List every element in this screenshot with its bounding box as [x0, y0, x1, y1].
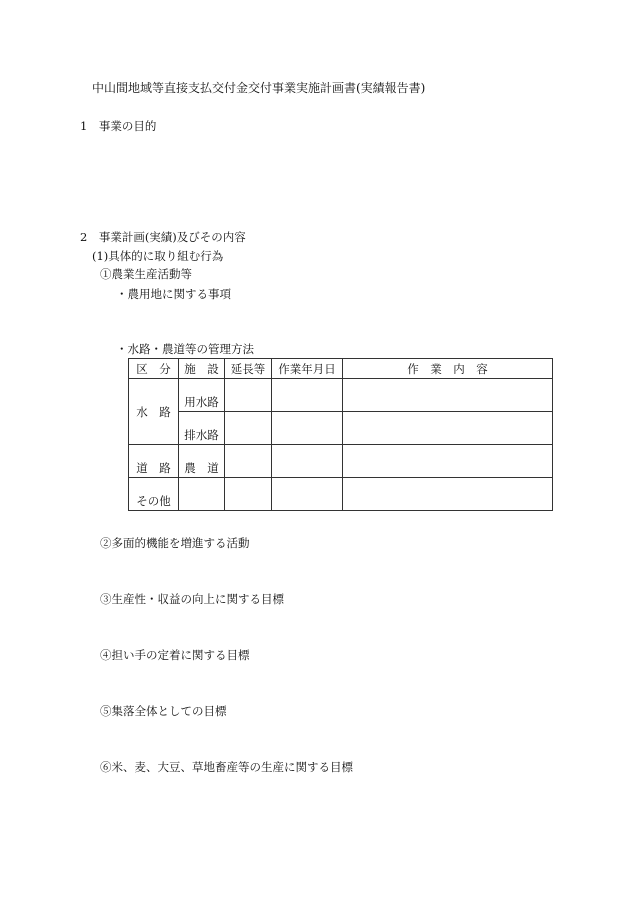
cell-empty	[225, 478, 272, 511]
item-5-heading: ⑤集落全体としての目標	[100, 704, 227, 718]
cell-empty	[272, 379, 343, 412]
header-facility: 施 設	[179, 359, 225, 379]
cell-empty	[225, 445, 272, 478]
cell-empty	[272, 412, 343, 445]
management-table	[128, 358, 553, 511]
cell-empty	[343, 445, 553, 478]
table-header-row	[129, 359, 553, 379]
bullet-farmland: ・農用地に関する事項	[116, 287, 231, 301]
cell-road-category	[129, 445, 179, 478]
bullet-waterway-management: ・水路・農道等の管理方法	[116, 342, 254, 356]
cell-empty	[343, 412, 553, 445]
farm-road-label: 農 道	[184, 461, 219, 475]
item-2-heading: ②多面的機能を増進する活動	[100, 536, 250, 550]
irrigation-label: 用水路	[184, 395, 219, 409]
table-row	[129, 478, 553, 511]
document-title: 中山間地域等直接支払交付金交付事業実施計画書(実績報告書)	[92, 81, 426, 95]
cell-empty	[272, 478, 343, 511]
cell-drainage	[179, 412, 225, 445]
table-row	[129, 379, 553, 412]
header-work-date: 作業年月日	[272, 359, 343, 379]
item-4-heading: ④担い手の定着に関する目標	[100, 648, 250, 662]
other-category-label: その他	[136, 494, 171, 508]
cell-empty	[343, 379, 553, 412]
cell-irrigation	[179, 379, 225, 412]
cell-other-category	[129, 478, 179, 511]
drainage-label: 排水路	[184, 428, 219, 442]
item-3-heading: ③生産性・収益の向上に関する目標	[100, 592, 284, 606]
subsection-1-heading: (1)具体的に取り組む行為	[92, 249, 224, 263]
header-work-content: 作 業 内 容	[343, 359, 553, 379]
table-row	[129, 445, 553, 478]
header-category: 区 分	[129, 359, 179, 379]
section-2-heading: 2 事業計画(実績)及びその内容	[80, 230, 246, 244]
table-row	[129, 412, 553, 445]
cell-empty	[272, 445, 343, 478]
section-1-heading: 1 事業の目的	[80, 119, 157, 133]
road-category-label: 道 路	[136, 461, 171, 475]
cell-empty	[225, 412, 272, 445]
cell-empty	[179, 478, 225, 511]
cell-farm-road	[179, 445, 225, 478]
cell-empty	[225, 379, 272, 412]
waterway-category-label: 水 路	[136, 404, 171, 419]
item-1-heading: ①農業生産活動等	[100, 267, 192, 281]
cell-empty	[343, 478, 553, 511]
header-length: 延長等	[225, 359, 272, 379]
cell-waterway-category	[129, 379, 179, 445]
item-6-heading: ⑥米、麦、大豆、草地畜産等の生産に関する目標	[100, 760, 353, 774]
